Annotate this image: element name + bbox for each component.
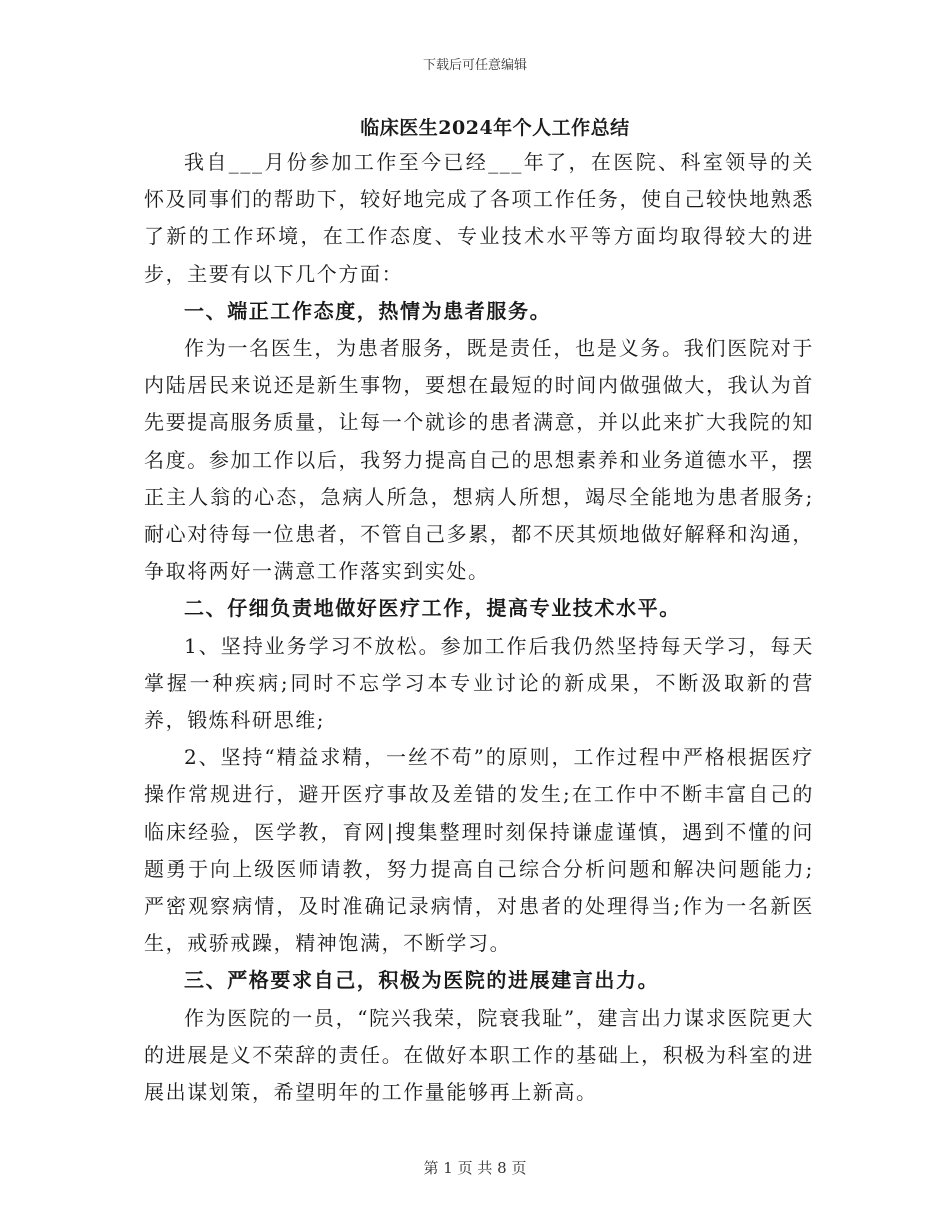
intro-paragraph: 我自___月份参加工作至今已经___年了，在医院、科室领导的关怀及同事们的帮助下，较好地完成了各项工作任务，使自己较快地熟悉了新的工作环境，在工作态度、专业技术水平等方面均取得较大的进步，主要有以下几个方面：: [144, 150, 814, 286]
section-heading-2: 二、仔细负责地做好医疗工作，提高专业技术水平。: [184, 596, 681, 621]
section-2-item-2: 2、坚持“精益求精，一丝不苟”的原则，工作过程中严格根据医疗操作常规进行，避开医疗事故及差错的发生;在工作中不断丰富自己的临床经验，医学教，育网|搜集整理时刻保持谦虚谨慎，遇到不懂的问题勇于向上级医师请教，努力提高自己综合分析问题和解决问题能力;严密观察病情，及时准确记录病情，对患者的处理得当;作为一名新医生，戒骄戒躁，精神饱满，不断学习。: [144, 745, 814, 956]
section-heading-1: 一、端正工作态度，热情为患者服务。: [184, 298, 552, 323]
document-title: 临床医生2024年个人工作总结: [360, 117, 630, 139]
section-3-paragraph: 作为医院的一员，“院兴我荣，院衰我耻”，建言出力谋求医院更大的进展是义不荣辞的责任。在做好本职工作的基础上，积极为科室的进展出谋划策，希望明年的工作量能够再上新高。: [144, 1005, 814, 1105]
section-2-item-1: 1、坚持业务学习不放松。参加工作后我仍然坚持每天学习，每天掌握一种疾病;同时不忘学习本专业讨论的新成果，不断汲取新的营养，锻炼科研思维;: [144, 633, 814, 733]
page-header-note: 下载后可任意编辑: [422, 58, 527, 73]
section-heading-3: 三、严格要求自己，积极为医院的进展建言出力。: [184, 968, 660, 993]
document-body: [144, 144, 814, 1111]
page-number: 第 1 页 共 8 页: [423, 1159, 527, 1177]
section-1-paragraph: 作为一名医生，为患者服务，既是责任，也是义务。我们医院对于内陆居民来说还是新生事物，要想在最短的时间内做强做大，我认为首先要提高服务质量，让每一个就诊的患者满意，并以此来扩大我院的知名度。参加工作以后，我努力提高自己的思想素养和业务道德水平，摆正主人翁的心态，急病人所急，想病人所想，竭尽全能地为患者服务;耐心对待每一位患者，不管自己多累，都不厌其烦地做好解释和沟通，争取将两好一满意工作落实到实处。: [144, 336, 814, 584]
